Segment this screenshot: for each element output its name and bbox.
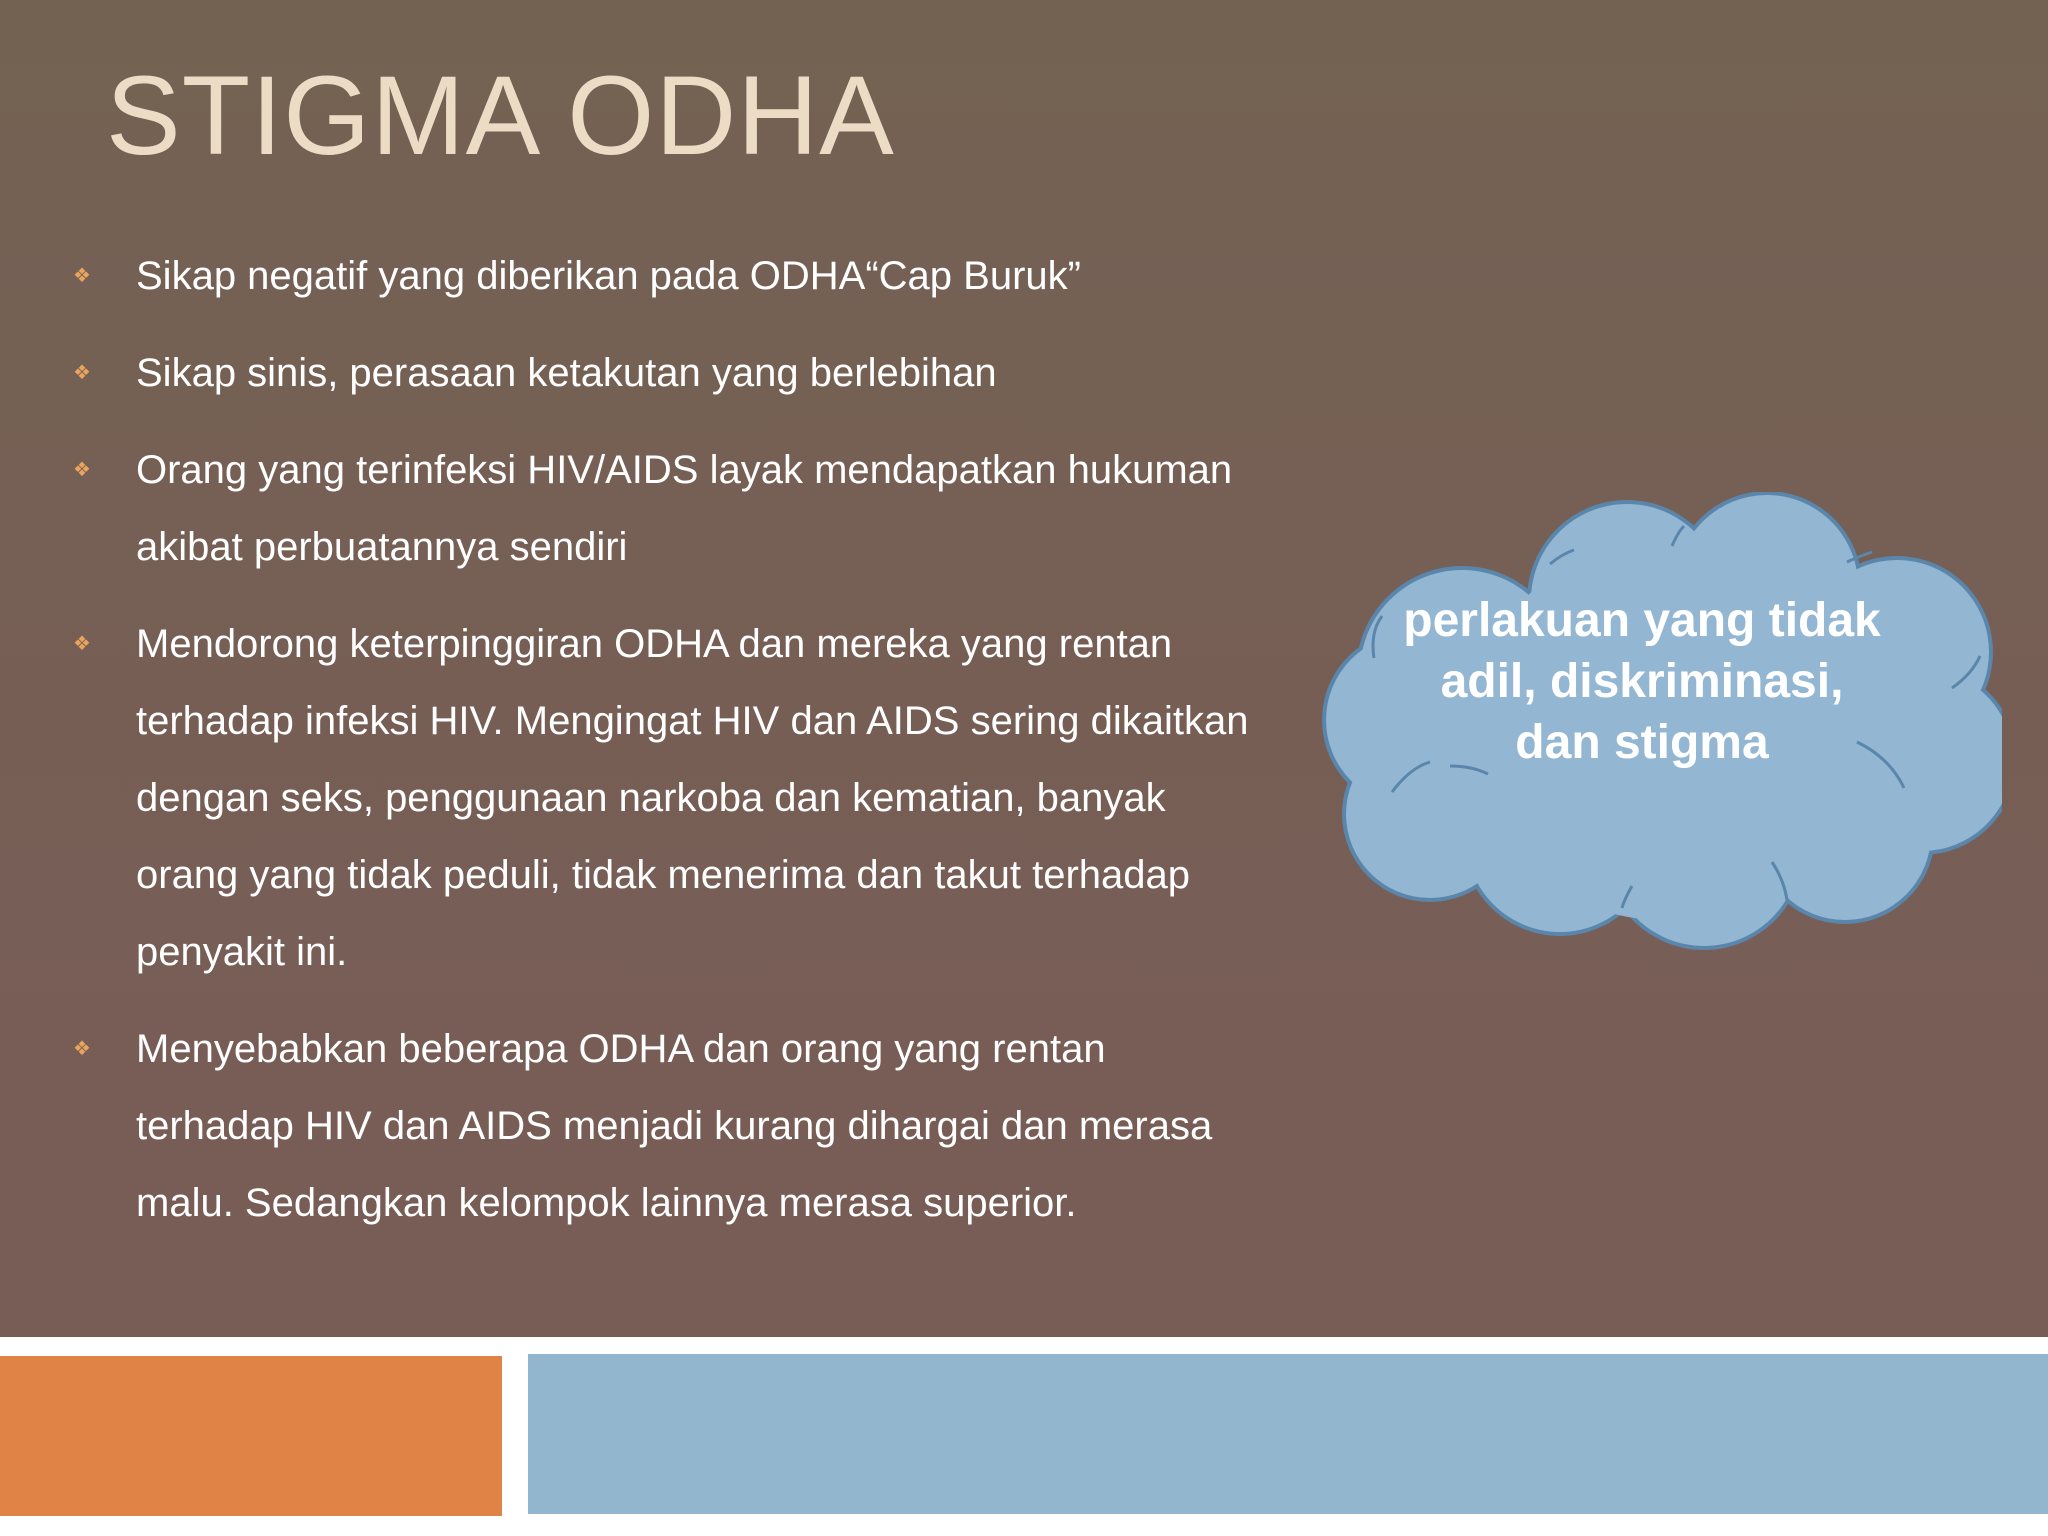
diamond-bullet-icon: ❖ [73, 265, 91, 287]
diamond-bullet-icon: ❖ [73, 459, 91, 481]
bullet-item [70, 1011, 1270, 1242]
bullet-item [70, 335, 1270, 412]
bullet-item [70, 238, 1270, 315]
diamond-bullet-icon: ❖ [73, 362, 91, 384]
diamond-bullet-icon: ❖ [73, 1038, 91, 1060]
bullet-item [70, 432, 1270, 586]
footer-orange-bar [0, 1356, 502, 1516]
bullet-text: Sikap sinis, perasaan ketakutan yang berlebihan [136, 351, 997, 395]
cloud-callout [1312, 492, 2002, 962]
bullet-item [70, 606, 1270, 991]
bullet-text: Mendorong keterpinggiran ODHA dan mereka yang rentan terhadap infeksi HIV. Mengingat HIV dan AIDS sering dikaitkan dengan seks, penggunaan narkoba dan kematian, banyak orang yang tidak peduli, tidak menerima dan takut terhadap penyakit ini. [136, 622, 1249, 974]
bullet-list [70, 238, 1270, 1262]
bullet-text: Sikap negatif yang diberikan pada ODHA“Cap Buruk” [136, 254, 1081, 298]
diamond-bullet-icon: ❖ [73, 633, 91, 655]
cloud-callout-text: perlakuan yang tidak adil, diskriminasi, dan stigma [1403, 594, 1881, 769]
bullet-text: Orang yang terinfeksi HIV/AIDS layak mendapatkan hukuman akibat perbuatannya sendiri [136, 448, 1233, 569]
footer-blue-bar [528, 1354, 2048, 1514]
slide-title: STIGMA ODHA [106, 53, 895, 178]
bullet-text: Menyebabkan beberapa ODHA dan orang yang rentan terhadap HIV dan AIDS menjadi kurang dihargai dan merasa malu. Sedangkan kelompok lainnya merasa superior. [136, 1027, 1213, 1225]
